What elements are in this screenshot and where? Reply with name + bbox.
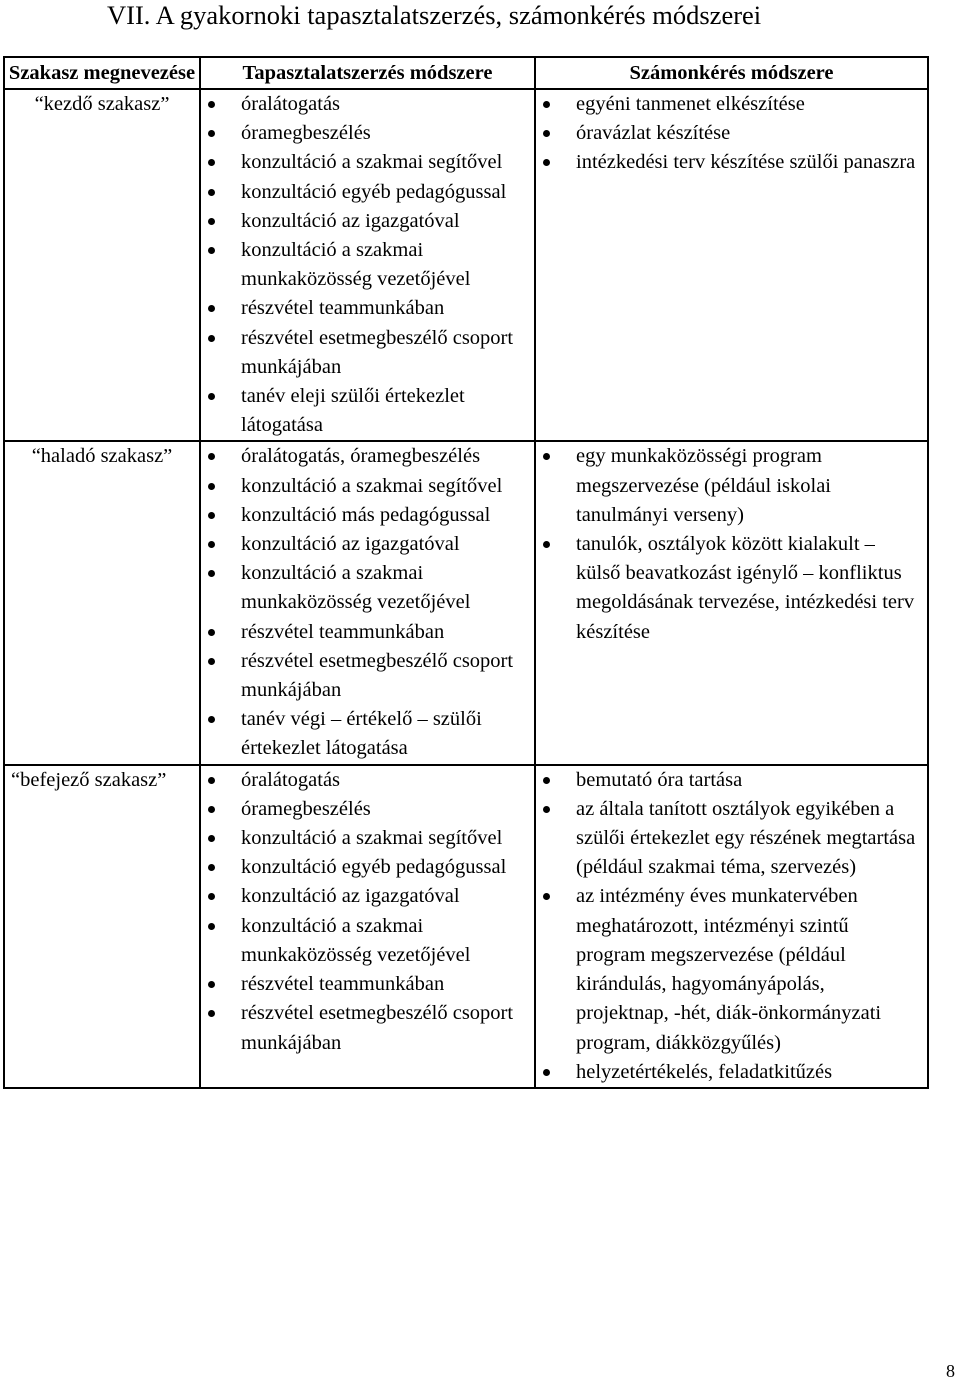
list-item: konzultáció az igazgatóval <box>201 530 534 559</box>
list-item: konzultáció a szakmai segítővel <box>201 824 534 853</box>
stage-label: “kezdő szakasz” <box>34 93 170 115</box>
page-title: VII. A gyakornoki tapasztalatszerzés, számonkérés módszerei <box>107 0 762 30</box>
methods-list <box>201 90 534 440</box>
list-item: tanév eleji szülői értekezlet látogatása <box>201 382 534 440</box>
list-item: konzultáció egyéb pedagógussal <box>201 853 534 882</box>
methods-cell-halado <box>200 441 535 764</box>
list-item: konzultáció a szakmai segítővel <box>201 472 534 501</box>
list-item: konzultáció a szakmai munkaközösség vezetőjével <box>201 912 534 970</box>
list-item: tanulók, osztályok között kialakult – külső beavatkozást igénylő – konfliktus megoldásának tervezése, intézkedési terv készítése <box>536 530 927 647</box>
evaluation-list <box>536 90 927 178</box>
list-item: részvétel esetmegbeszélő csoport munkájában <box>201 324 534 382</box>
evaluation-cell-befejezo <box>535 765 928 1088</box>
table-row-befejezo <box>4 765 928 1088</box>
list-item: konzultáció egyéb pedagógussal <box>201 178 534 207</box>
table-row-halado <box>4 441 928 764</box>
header-stage: Szakasz megnevezése <box>4 57 200 89</box>
list-item: részvétel teammunkában <box>201 970 534 999</box>
methods-list <box>201 442 534 763</box>
evaluation-list <box>536 766 927 1087</box>
page-number: 8 <box>946 1361 955 1381</box>
list-item: részvétel esetmegbeszélő csoport munkájában <box>201 647 534 705</box>
list-item: helyzetértékelés, feladatkitűzés <box>536 1058 927 1087</box>
list-item: részvétel esetmegbeszélő csoport munkájában <box>201 999 534 1057</box>
list-item: óralátogatás <box>201 90 534 119</box>
list-item: az általa tanított osztályok egyikében a szülői értekezlet egy részének megtartása (például szakmai téma, szervezés) <box>536 795 927 883</box>
list-item: részvétel teammunkában <box>201 294 534 323</box>
list-item: óralátogatás <box>201 766 534 795</box>
header-evaluation: Számonkérés módszere <box>535 57 928 89</box>
stage-label: “haladó szakasz” <box>31 445 173 468</box>
list-item: tanév végi – értékelő – szülői értekezlet látogatása <box>201 705 534 763</box>
list-item: óralátogatás, óramegbeszélés <box>201 442 534 471</box>
stage-cell-befejezo <box>4 765 200 1088</box>
list-item: konzultáció a szakmai segítővel <box>201 148 534 177</box>
list-item: konzultáció a szakmai munkaközösség vezetőjével <box>201 559 534 617</box>
list-item: konzultáció a szakmai munkaközösség vezetőjével <box>201 236 534 294</box>
list-item: konzultáció az igazgatóval <box>201 882 534 911</box>
list-item: egy munkaközösségi program megszervezése (például iskolai tanulmányi verseny) <box>536 442 927 530</box>
methods-cell-kezdo <box>200 89 535 441</box>
evaluation-list <box>536 442 927 646</box>
list-item: óramegbeszélés <box>201 119 534 148</box>
table-header-row <box>4 57 928 89</box>
list-item: intézkedési terv készítése szülői panaszra <box>536 148 927 177</box>
methods-cell-befejezo <box>200 765 535 1088</box>
list-item: az intézmény éves munkatervében meghatározott, intézményi szintű program megszervezése (például kirándulás, hagyományápolás, projektnap, -hét, diák-önkormányzati program, diákközgyűlés) <box>536 882 927 1057</box>
list-item: részvétel teammunkában <box>201 618 534 647</box>
list-item: óramegbeszélés <box>201 795 534 824</box>
list-item: konzultáció az igazgatóval <box>201 207 534 236</box>
evaluation-cell-kezdo <box>535 89 928 441</box>
methods-table <box>3 56 929 1089</box>
list-item: bemutató óra tartása <box>536 766 927 795</box>
table-row-kezdo <box>4 89 928 441</box>
evaluation-cell-halado <box>535 441 928 764</box>
list-item: egyéni tanmenet elkészítése <box>536 90 927 119</box>
list-item: óravázlat készítése <box>536 119 927 148</box>
methods-list <box>201 766 534 1058</box>
list-item: konzultáció más pedagógussal <box>201 501 534 530</box>
stage-cell-kezdo <box>4 89 200 441</box>
stage-label: “befejező szakasz” <box>11 768 167 791</box>
stage-cell-halado <box>4 441 200 764</box>
header-methods: Tapasztalatszerzés módszere <box>200 57 535 89</box>
